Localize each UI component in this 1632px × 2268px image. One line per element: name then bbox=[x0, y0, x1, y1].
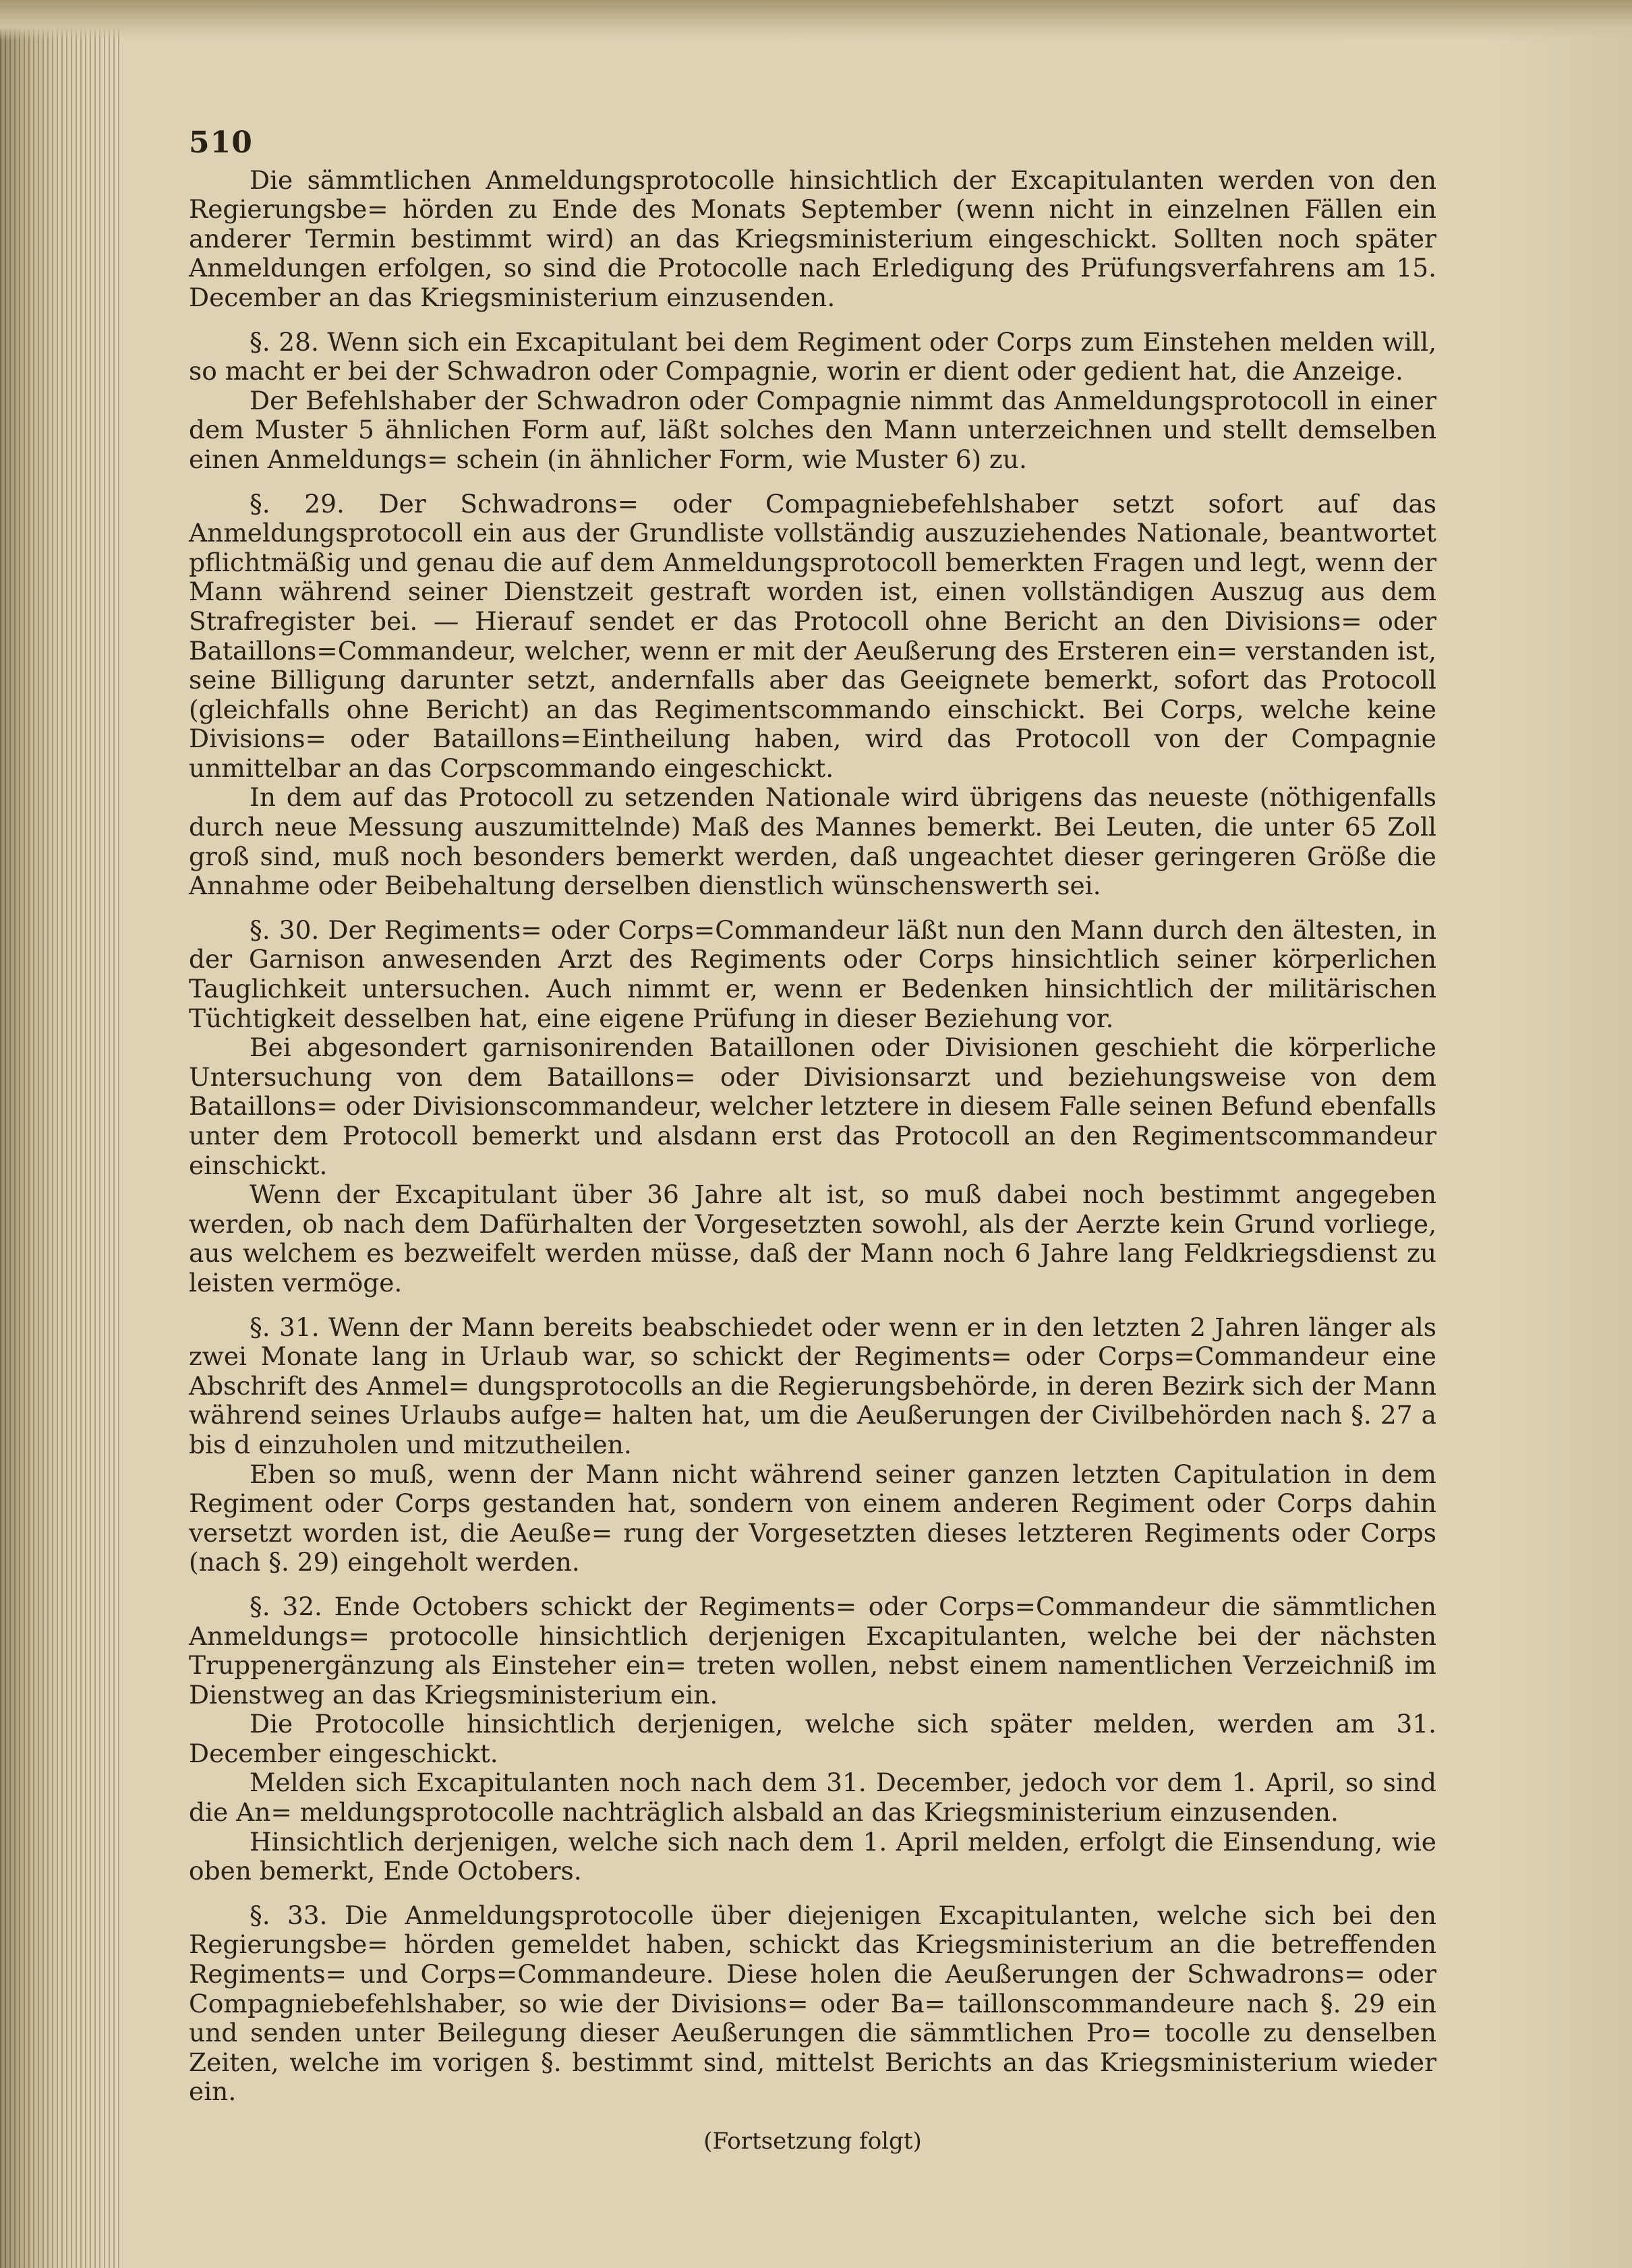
paragraph-section-32-d: Hinsichtlich derjenigen, welche sich nach dem 1. April melden, erfolgt die Einsendung, wie oben bemerkt, Ende Octobers. bbox=[189, 1826, 1436, 1886]
paragraph-section-32-b: Die Protocolle hinsichtlich derjenigen, welche sich später melden, werden am 31. December eingeschickt. bbox=[189, 1709, 1436, 1768]
paragraph-section-30-b: Bei abgesondert garnisonirenden Bataillonen oder Divisionen geschieht die körperliche Untersuchung von dem Bataillons= oder Divisionsarzt und beziehungsweise von dem Bataillons= oder Divisionscommandeur, welcher letztere in diesem Falle seinen Befund ebenfalls unter dem Protocoll bemerkt und alsdann erst das Protocoll an den Regimentscommandeur einschickt. bbox=[189, 1033, 1436, 1180]
continued-note: (Fortsetzung folgt) bbox=[703, 2128, 922, 2155]
page-content bbox=[189, 125, 1436, 2157]
paragraph-section-28: §. 28. Wenn sich ein Excapitulant bei dem Regiment oder Corps zum Einstehen melden will, so macht er bei der Schwadron oder Compagnie, worin er dient oder gedient hat, die Anzeige. bbox=[189, 326, 1436, 386]
paragraph-section-33: §. 33. Die Anmeldungsprotocolle über diejenigen Excapitulanten, welche sich bei den Regierungsbe= hörden gemeldet haben, schickt das Kriegsministerium an die betreffenden Regiments= und Corps=Commandeure. Diese holen die Aeußerungen der Schwadrons= oder Compagniebefehlshaber, so wie der Divisions= oder Ba= taillonscommandeure nach §. 29 ein und senden unter Beilegung dieser Aeußerungen die sämmtlichen Pro= tocolle zu denselben Zeiten, welche im vorigen §. bestimmt sind, mittelst Berichts an das Kriegsministerium wieder ein. bbox=[189, 1900, 1436, 2107]
paragraph-section-28-b: Der Befehlshaber der Schwadron oder Compagnie nimmt das Anmeldungsprotocoll in einer dem Muster 5 ähnlichen Form auf, läßt solches den Mann unterzeichnen und stellt demselben einen Anmeldungs= schein (in ähnlicher Form, wie Muster 6) zu. bbox=[189, 385, 1436, 474]
book-page-edges bbox=[0, 0, 121, 2268]
paragraph-section-30: §. 30. Der Regiments= oder Corps=Commandeur läßt nun den Mann durch den ältesten, in der Garnison anwesenden Arzt des Regiments oder Corps hinsichtlich seiner körperlichen Tauglichkeit untersuchen. Auch nimmt er, wenn er Bedenken hinsichtlich der militärischen Tüchtigkeit desselben hat, eine eigene Prüfung in dieser Beziehung vor. bbox=[189, 914, 1436, 1033]
page-top-shadow bbox=[0, 0, 1632, 40]
paragraph-section-31-b: Eben so muß, wenn der Mann nicht während seiner ganzen letzten Capitulation in dem Regiment oder Corps gestanden hat, sondern von einem anderen Regiment oder Corps dahin versetzt worden ist, die Aeuße= rung der Vorgesetzten dieses letzteren Regiments oder Corps (nach §. 29) eingeholt werden. bbox=[189, 1459, 1436, 1577]
paragraph-section-31: §. 31. Wenn der Mann bereits beabschiedet oder wenn er in den letzten 2 Jahren länger als zwei Monate lang in Urlaub war, so schickt der Regiments= oder Corps=Commandeur eine Abschrift des Anmel= dungsprotocolls an die Regierungsbehörde, in deren Bezirk sich der Mann während seines Urlaubs aufge= halten hat, um die Aeußerungen der Civilbehörden nach §. 27 a bis d einzuholen und mitzutheilen. bbox=[189, 1312, 1436, 1459]
paragraph-section-30-c: Wenn der Excapitulant über 36 Jahre alt ist, so muß dabei noch bestimmt angegeben werden, ob nach dem Dafürhalten der Vorgesetzten sowohl, als der Aerzte kein Grund vorliege, aus welchem es bezweifelt werden müsse, daß der Mann noch 6 Jahre lang Feldkriegsdienst zu leisten vermöge. bbox=[189, 1180, 1436, 1298]
paragraph-section-29: §. 29. Der Schwadrons= oder Compagniebefehlshaber setzt sofort auf das Anmeldungsprotocoll ein aus der Grundliste vollständig auszuziehendes Nationale, beantwortet pflichtmäßig und genau die auf dem Anmeldungsprotocoll bemerkten Fragen und legt, wenn der Mann während seiner Dienstzeit gestraft worden ist, einen vollständigen Auszug aus dem Strafregister bei. — Hierauf sendet er das Protocoll ohne Bericht an den Divisions= oder Bataillons=Commandeur, welcher, wenn er mit der Aeußerung des Ersteren ein= verstanden ist, seine Billigung darunter setzt, andernfalls aber das Geeignete bemerkt, sofort das Protocoll (gleichfalls ohne Bericht) an das Regimentscommando einschickt. Bei Corps, welche keine Divisions= oder Bataillons=Eintheilung haben, wird das Protocoll von der Compagnie unmittelbar an das Corpscommando eingeschickt. bbox=[189, 488, 1436, 783]
paragraph-section-32-c: Melden sich Excapitulanten noch nach dem 31. December, jedoch vor dem 1. April, so sind die An= meldungsprotocolle nachträglich alsbald an das Kriegsministerium einzusenden. bbox=[189, 1768, 1436, 1828]
paragraph-intro: Die sämmtlichen Anmeldungsprotocolle hinsichtlich der Excapitulanten werden von den Regierungsbe= hörden zu Ende des Monats September (wenn nicht in einzelnen Fällen ein anderer Termin bestimmt wird) an das Kriegsministerium eingeschickt. Sollten noch später Anmeldungen erfolgen, so sind die Protocolle nach Erledigung des Prüfungsverfahrens am 15. December an das Kriegsministerium einzusenden. bbox=[189, 165, 1436, 312]
paragraph-section-29-b: In dem auf das Protocoll zu setzenden Nationale wird übrigens das neueste (nöthigenfalls durch neue Messung auszumittelnde) Maß des Mannes bemerkt. Bei Leuten, die unter 65 Zoll groß sind, muß noch besonders bemerkt werden, daß ungeachtet dieser geringeren Größe die Annahme oder Beibehaltung derselben dienstlich wünschenswerth sei. bbox=[189, 782, 1436, 901]
page-number: 510 bbox=[189, 125, 253, 160]
paragraph-section-32: §. 32. Ende Octobers schickt der Regiments= oder Corps=Commandeur die sämmtlichen Anmeldungs= protocolle hinsichtlich derjenigen Excapitulanten, welche bei der nächsten Truppenergänzung als Einsteher ein= treten wollen, nebst einem namentlichen Verzeichniß im Dienstweg an das Kriegsministerium ein. bbox=[189, 1591, 1436, 1710]
